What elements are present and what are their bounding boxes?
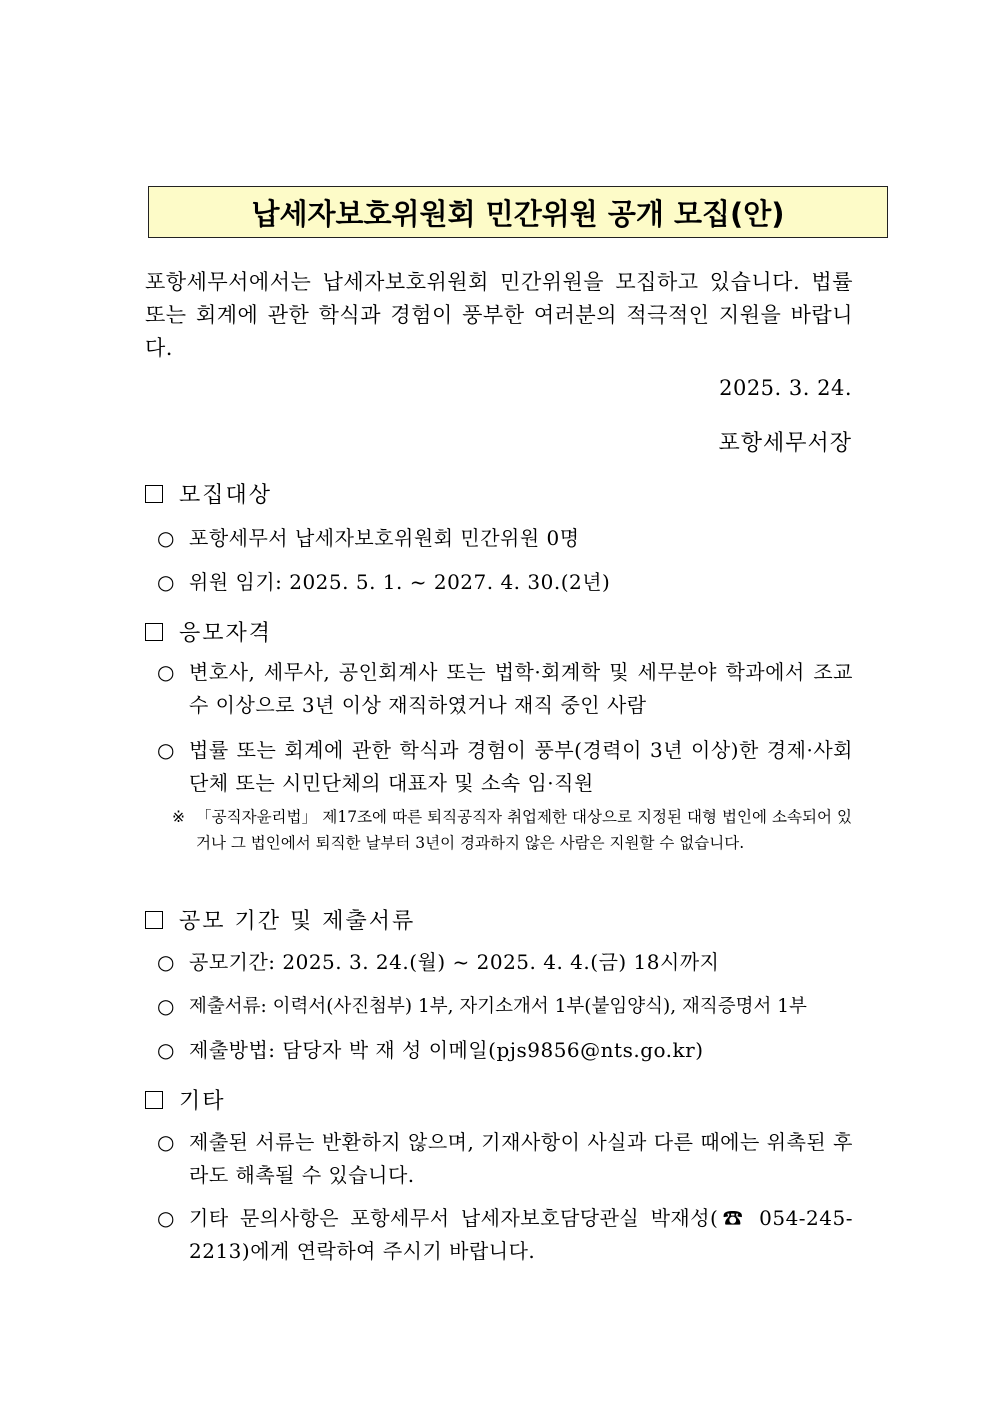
list-item [157, 946, 853, 979]
signer: 포항세무서장 [718, 431, 852, 456]
list-item-text: 변호사, 세무사, 공인회계사 또는 법학·회계학 및 세무분야 학과에서 조교수 이상으로 3년 이상 재직하였거나 재직 중인 사람 [189, 660, 853, 717]
section-title: 기타 [179, 1089, 226, 1114]
circle-bullet-icon: ○ [157, 1206, 175, 1230]
intro-paragraph: 포항세무서에서는 납세자보호위원회 민간위원을 모집하고 있습니다. 법률 또는 회계에 관한 학식과 경험이 풍부한 여러분의 적극적인 지원을 바랍니다. [145, 270, 853, 360]
note [172, 804, 852, 856]
list-item-text: 포항세무서 납세자보호위원회 민간위원 0명 [189, 526, 580, 550]
list-item [157, 566, 853, 599]
list-item [157, 656, 853, 722]
list-item-text: 제출서류: 이력서(사진첨부) 1부, 자기소개서 1부(붙임양식), 재직증명서 1부 [189, 996, 807, 1017]
section-heading-recruitment-target [145, 478, 272, 509]
page-title: 납세자보호위원회 민간위원 공개 모집(안) [251, 196, 785, 231]
section-heading-qualifications [145, 616, 272, 647]
square-bullet-icon [145, 1091, 163, 1109]
list-item [157, 1034, 853, 1067]
circle-bullet-icon: ○ [157, 1038, 175, 1062]
circle-bullet-icon: ○ [157, 994, 175, 1018]
list-item-text: 공모기간: 2025. 3. 24.(월) ~ 2025. 4. 4.(금) 18시까지 [189, 950, 720, 974]
circle-bullet-icon: ○ [157, 738, 175, 762]
list-item-text: 법률 또는 회계에 관한 학식과 경험이 풍부(경력이 3년 이상)한 경제·사회단체 또는 시민단체의 대표자 및 소속 임·직원 [189, 738, 853, 795]
reference-mark-icon: ※ [172, 808, 185, 826]
square-bullet-icon [145, 911, 163, 929]
section-heading-period-documents [145, 904, 415, 935]
list-item-text: 제출방법: 담당자 박 재 성 이메일(pjs9856@nts.go.kr) [189, 1038, 704, 1062]
section-heading-others [145, 1084, 226, 1115]
title-box [148, 186, 888, 238]
list-item-text: 위원 임기: 2025. 5. 1. ~ 2027. 4. 30.(2년) [189, 570, 611, 594]
section-title: 응모자격 [179, 621, 273, 646]
list-item [157, 990, 853, 1023]
circle-bullet-icon: ○ [157, 1130, 175, 1154]
square-bullet-icon [145, 485, 163, 503]
list-item [157, 734, 853, 800]
circle-bullet-icon: ○ [157, 570, 175, 594]
circle-bullet-icon: ○ [157, 950, 175, 974]
list-item [157, 1202, 853, 1268]
list-item-text: 기타 문의사항은 포항세무서 납세자보호담당관실 박재성(☎ 054-245-2213)에게 연락하여 주시기 바랍니다. [189, 1206, 853, 1263]
circle-bullet-icon: ○ [157, 660, 175, 684]
document-date: 2025. 3. 24. [719, 376, 852, 400]
section-title: 공모 기간 및 제출서류 [179, 909, 416, 934]
section-title: 모집대상 [179, 483, 273, 508]
square-bullet-icon [145, 623, 163, 641]
note-text: 「공직자윤리법」 제17조에 따른 퇴직공직자 취업제한 대상으로 지정된 대형 법인에 소속되어 있거나 그 법인에서 퇴직한 날부터 3년이 경과하지 않은 사람은 지원할 수 없습니다. [196, 808, 852, 852]
list-item [157, 522, 853, 555]
list-item [157, 1126, 853, 1192]
list-item-text: 제출된 서류는 반환하지 않으며, 기재사항이 사실과 다른 때에는 위촉된 후라도 해촉될 수 있습니다. [189, 1130, 853, 1187]
circle-bullet-icon: ○ [157, 526, 175, 550]
